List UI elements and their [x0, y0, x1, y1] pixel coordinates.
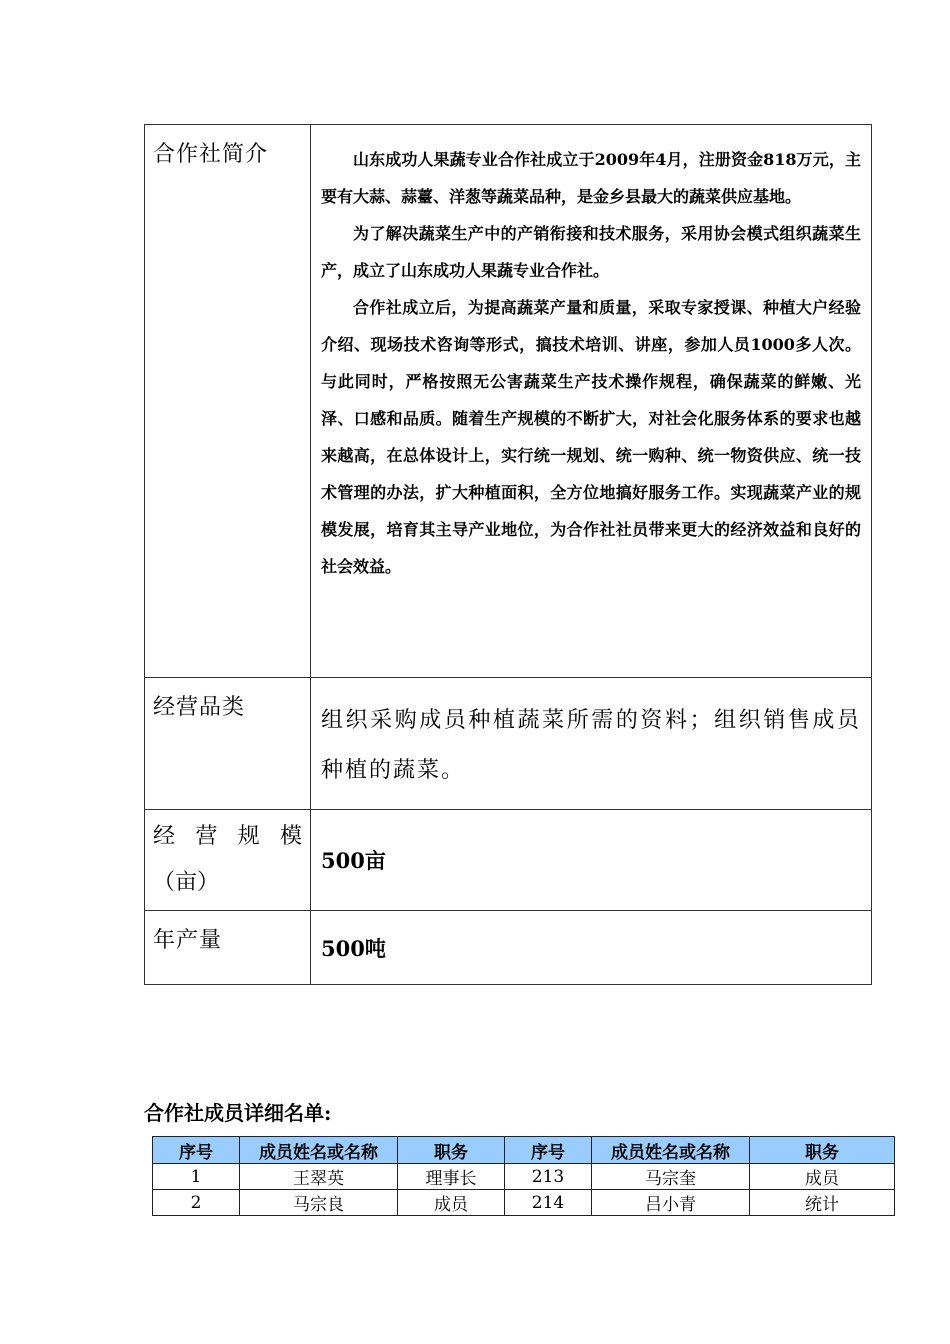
- cooperative-info-table: [144, 124, 872, 985]
- header-cell-name: 成员姓名或名称: [240, 1137, 398, 1164]
- intro-paragraph: 合作社成立后，为提高蔬菜产量和质量，采取专家授课、种植大户经验介绍、现场技术咨询等形式，搞技术培训、讲座，参加人员1000多人次。与此同时，严格按照无公害蔬菜生产技术操作规程，确保蔬菜的鲜嫩、光泽、口感和品质。随着生产规模的不断扩大，对社会化服务体系的要求也越来越高，在总体设计上，实行统一规划、统一购种、统一物资供应、统一技术管理的办法，扩大种植面积，全方位地搞好服务工作。实现蔬菜产业的规模发展，培育其主导产业地位，为合作社社员带来更大的经济效益和良好的社会效益。: [321, 298, 861, 576]
- category-row: [145, 678, 872, 810]
- scale-label-unit: （亩）: [153, 870, 220, 895]
- table-cell: 吕小青: [592, 1190, 750, 1216]
- table-cell: 马宗良: [240, 1190, 398, 1216]
- header-cell-name: 成员姓名或名称: [592, 1137, 750, 1164]
- scale-value: 500亩: [311, 810, 872, 911]
- intro-paragraph: 为了解决蔬菜生产中的产销衔接和技术服务，采用协会模式组织蔬菜生产，成立了山东成功人果蔬专业合作社。: [321, 224, 861, 280]
- intro-paragraph: 山东成功人果蔬专业合作社成立于2009年4月，注册资金818万元，主要有大蒜、蒜薹、洋葱等蔬菜品种，是金乡县最大的蔬菜供应基地。: [321, 150, 861, 206]
- header-cell-index: 序号: [153, 1137, 240, 1164]
- scale-label-spread: [153, 814, 302, 860]
- header-cell-index: 序号: [505, 1137, 592, 1164]
- scale-label-char: 模: [279, 824, 302, 849]
- table-cell: 2: [153, 1190, 240, 1216]
- table-cell: 王翠英: [240, 1164, 398, 1190]
- intro-content: [311, 125, 872, 678]
- output-label: 年产量: [145, 911, 311, 985]
- scale-label-char: 规: [237, 824, 260, 849]
- scale-label: [145, 810, 311, 911]
- header-cell-role: 职务: [750, 1137, 895, 1164]
- category-value: 组织采购成员种植蔬菜所需的资料；组织销售成员种植的蔬菜。: [311, 678, 872, 810]
- scale-row: [145, 810, 872, 911]
- members-list-title: 合作社成员详细名单:: [144, 1101, 332, 1125]
- table-cell: 214: [505, 1190, 592, 1216]
- output-row: [145, 911, 872, 985]
- table-cell: 统计: [750, 1190, 895, 1216]
- intro-row: [145, 125, 872, 678]
- table-row: [153, 1190, 895, 1216]
- scale-label-char: 经: [153, 824, 176, 849]
- scale-label-char: 营: [195, 824, 218, 849]
- table-cell: 理事长: [398, 1164, 505, 1190]
- intro-label: 合作社简介: [145, 125, 311, 678]
- header-cell-role: 职务: [398, 1137, 505, 1164]
- table-row: [153, 1164, 895, 1190]
- table-cell: 1: [153, 1164, 240, 1190]
- table-cell: 马宗奎: [592, 1164, 750, 1190]
- table-cell: 成员: [750, 1164, 895, 1190]
- category-label: 经营品类: [145, 678, 311, 810]
- output-value: 500吨: [311, 911, 872, 985]
- table-cell: 213: [505, 1164, 592, 1190]
- members-header-row: [153, 1137, 895, 1164]
- members-table: [152, 1136, 895, 1216]
- table-cell: 成员: [398, 1190, 505, 1216]
